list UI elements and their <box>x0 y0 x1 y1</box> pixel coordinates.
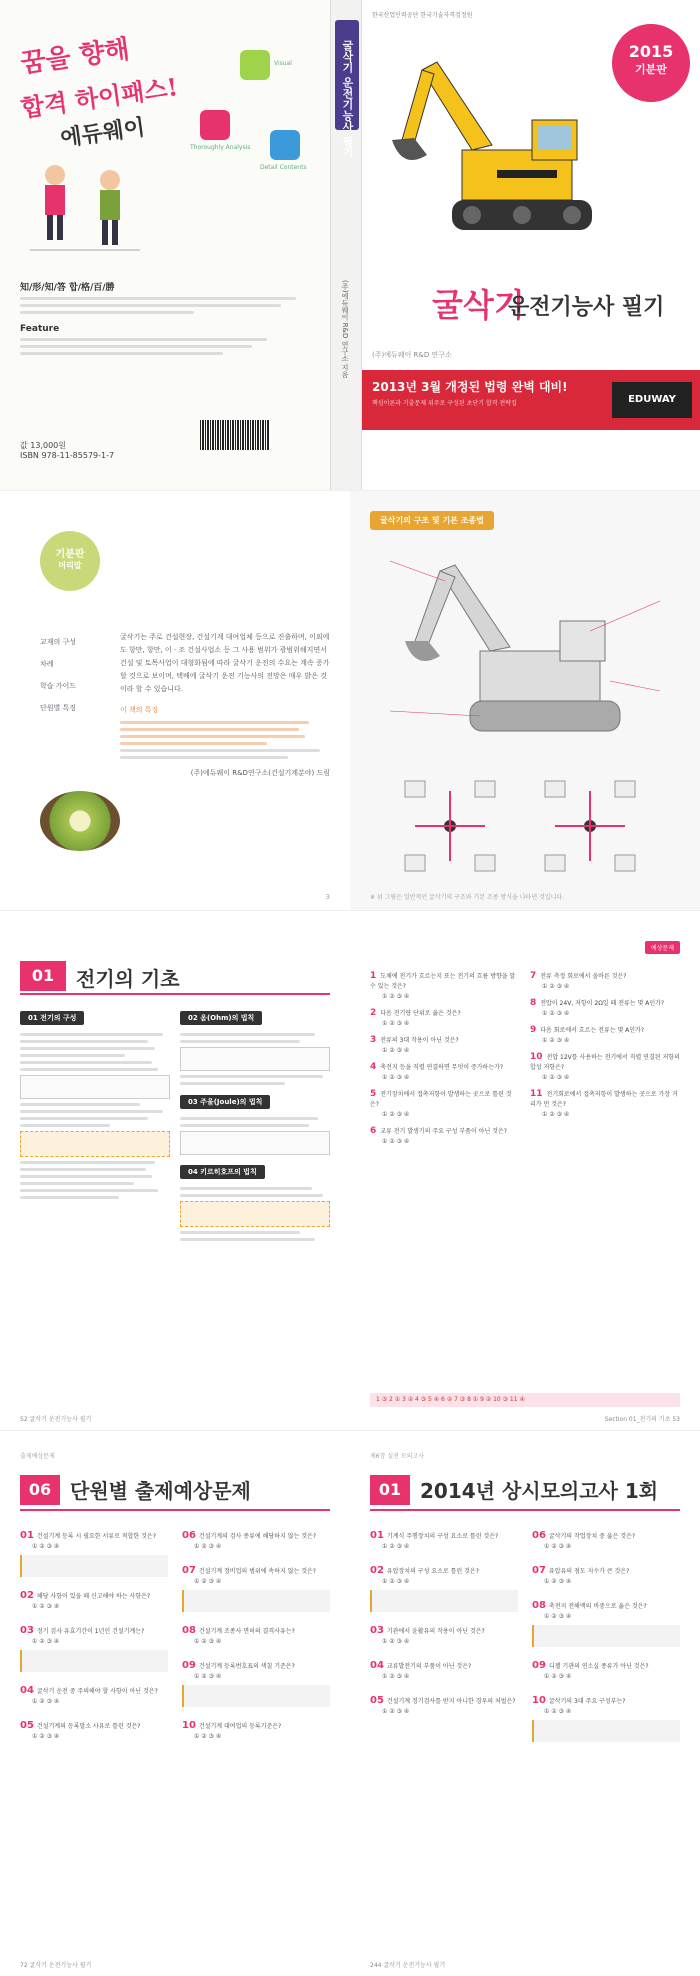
edition-label: 기분판 <box>635 63 667 76</box>
isbn: ISBN 978-11-85579-1-7 <box>20 451 115 460</box>
diagram-label-visual: Visual <box>274 60 292 67</box>
banner-subtext: 핵심이론과 기출문제 위주로 구성된 초단기 합격 전략집 <box>372 400 517 407</box>
mock-exam-title: 2014년 상시모의고사 1회 <box>420 1479 659 1503</box>
chapter-spread <box>0 910 700 1430</box>
cover-banner <box>362 370 700 430</box>
exam-question: 02 해당 사항이 있을 때 신고해야 하는 사항은? ① ② ③ ④ <box>20 1590 151 1610</box>
intro-spread <box>0 490 700 910</box>
exercise-column-right <box>182 1531 330 1756</box>
preface-menu-item[interactable]: 교재의 구성 <box>40 638 77 646</box>
exam-question: 03 정기 검사 유효기간이 1년인 건설기계는? ① ② ③ ④ <box>20 1626 168 1672</box>
structure-note: ※ 위 그림은 일반적인 굴삭기의 구조와 기본 조종 방식을 나타낸 것입니다. <box>370 894 565 901</box>
section-tag: 03 주울(Joule)의 법칙 <box>180 1095 270 1109</box>
book-cover-spread <box>0 0 700 490</box>
preface-paragraph: 굴삭기는 주로 건설현장, 건설기계 대여업체 등으로 진출하며, 이외에도 항만, 항만, 이 · 조 건설사업소 등 그 사용 범위가 광범위해지면서 건설 및 토목사업이 대형화됨에 따라 굴삭기 운전의 수요는 계속 증가할 것으로 보이며, 택배에 굴삭기 운전 기능사의 전망은 매우 밝은 것이라 할 수 있습니다. <box>120 633 330 693</box>
features-block <box>20 280 310 359</box>
analysis-icon <box>200 110 230 140</box>
exercise-number: 06 <box>20 1475 60 1505</box>
chapter-theory-page <box>0 911 350 1431</box>
questions-tag: 예상문제 <box>645 941 680 954</box>
exercise-column-left <box>20 1531 168 1756</box>
preface-text <box>120 631 330 780</box>
exam-question: 06 굴삭기의 작업장치 중 옳은 것은? ① ② ③ ④ <box>532 1530 636 1550</box>
formula-box <box>180 1131 330 1155</box>
back-cover <box>0 0 330 490</box>
illustration-people <box>20 150 150 260</box>
supervision-line: 한국산업인력공단 한국기술자격검정원 <box>372 12 473 19</box>
top-note: 출제예상문제 <box>20 1453 55 1460</box>
visual-icon <box>240 50 270 80</box>
formula-box <box>180 1047 330 1071</box>
question-column-right <box>530 971 680 1126</box>
exercise-header <box>20 1471 330 1511</box>
section-tag: 02 옴(Ohm)의 법칙 <box>180 1011 262 1025</box>
kiwi-image <box>40 791 120 851</box>
page-footer-left: 72 굴삭기 운전기능사 필기 <box>20 1962 92 1969</box>
preface-menu-item[interactable]: 단원별 특징 <box>40 704 77 712</box>
preface-menu <box>40 631 120 719</box>
exam-question: 05 건설기계 정기검사를 받지 아니한 경우의 처벌은? ① ② ③ ④ <box>370 1695 516 1715</box>
diagram-label-analysis: Thoroughly Analysis <box>190 144 251 151</box>
exam-question: 01 기계식 주행장치의 구성 요소로 틀린 것은? ① ② ③ ④ <box>370 1530 499 1550</box>
note-box <box>20 1131 170 1157</box>
preface-badge-title: 기분판 <box>55 549 85 560</box>
preface-signature: (주)에듀웨이 R&D연구소(건설기계분야) 드림 <box>190 769 330 777</box>
preface-page <box>0 491 350 911</box>
mock-exam-page <box>350 1431 700 1976</box>
preface-menu-item[interactable]: 학습 가이드 <box>40 682 77 690</box>
exam-question: 05 건설기계의 등록말소 사유로 틀린 것은? ① ② ③ ④ <box>20 1720 141 1740</box>
chapter-title: 전기의 기초 <box>76 967 180 991</box>
question-item: 9 다음 회로에서 흐르는 전류는 몇 A인가? ① ② ③ ④ <box>530 1025 645 1044</box>
contents-icon <box>270 130 300 160</box>
mock-exam-header <box>370 1471 680 1511</box>
price: 값 13,000원 <box>20 441 66 450</box>
answer-row: 1 ③ 2 ① 3 ② 4 ③ 5 ④ 6 ② 7 ③ 8 ① 9 ② 10 ③ 11 ④ <box>370 1393 680 1407</box>
exam-question: 10 굴삭기의 3대 주요 구성부는? ① ② ③ ④ <box>532 1696 680 1742</box>
slogan-line1: 꿈을 향해 <box>18 34 132 80</box>
publisher-logo: EDUWAY <box>612 382 692 418</box>
exam-question: 09 디젤 기관의 연소실 종류가 아닌 것은? ① ② ③ ④ <box>532 1660 649 1680</box>
mock-exam-number: 01 <box>370 1475 410 1505</box>
edition-year: 2015 <box>628 42 674 61</box>
exam-question: 06 건설기계의 검사 종류에 해당하지 않는 것은? ① ② ③ ④ <box>182 1530 316 1550</box>
chapter-number: 01 <box>20 961 66 991</box>
section-tag: 01 전기의 구성 <box>20 1011 84 1025</box>
cover-publisher: (주)에듀웨이 R&D 연구소 <box>372 351 452 359</box>
question-item: 2 다음 전기량 단위로 옳은 것은? ① ② ③ ④ <box>370 1008 461 1027</box>
spine-title: 굴삭기 운전기능사 필기 <box>341 40 354 158</box>
preface-menu-item[interactable]: 차례 <box>40 660 54 668</box>
chapter-questions-page <box>350 911 700 1431</box>
banner-headline: 2013년 3월 개정된 법령 완벽 대비! <box>372 380 568 394</box>
question-item: 7 전류 측정 회로에서 올바른 것은? ① ② ③ ④ <box>530 971 627 990</box>
preface-highlight: 이 책의 특징 <box>120 706 159 714</box>
exam-question: 04 굴삭기 운전 중 주의해야 할 사항이 아닌 것은? ① ② ③ ④ <box>20 1685 158 1705</box>
exam-question: 02 유압장치의 구성 요소로 틀린 것은? ① ② ③ ④ <box>370 1566 518 1612</box>
slogan-line3: 에듀웨이 <box>58 114 147 152</box>
question-item: 3 전류의 3대 작용이 아닌 것은? ① ② ③ ④ <box>370 1035 459 1054</box>
note-box <box>180 1201 330 1227</box>
book-spine <box>330 0 362 490</box>
edition-badge <box>612 24 690 102</box>
exam-question: 08 축전지 전해액의 비중으로 옳은 것은? ① ② ③ ④ <box>532 1601 680 1647</box>
exam-question: 01 건설기계 등록 시 필요한 서류로 적합한 것은? ① ② ③ ④ <box>20 1531 168 1577</box>
chapter-header <box>20 961 330 995</box>
structure-page <box>350 491 700 911</box>
control-lever-diagram <box>390 771 660 881</box>
price-row <box>20 440 310 460</box>
slogan-line2: 합격 하이패스! <box>19 72 180 123</box>
question-item: 4 축전지 등을 직렬 연결하면 무엇이 증가하는가? ① ② ③ ④ <box>370 1062 504 1081</box>
features-title: 知/形/知/答 합/格/百/勝 <box>20 283 115 293</box>
question-column-left <box>370 971 520 1153</box>
feature-diagram <box>190 40 320 200</box>
exam-question: 10 건설기계 대여업의 등록기준은? ① ② ③ ④ <box>182 1720 282 1740</box>
page-number: 3 <box>325 893 330 901</box>
exam-question: 04 교류발전기의 부품이 아닌 것은? ① ② ③ ④ <box>370 1660 472 1680</box>
question-item: 11 전기회로에서 접촉저항이 발생하는 곳으로 가장 거리가 먼 것은? ① ② ③ ④ <box>530 1089 678 1118</box>
exam-spread <box>0 1430 700 1976</box>
exam-question: 09 건설기계 등록번호표의 색칠 기준은? ① ② ③ ④ <box>182 1661 330 1707</box>
theory-column-right <box>180 1011 330 1245</box>
front-cover <box>362 0 700 490</box>
question-item: 6 교류 전기 발생기의 주요 구성 부품이 아닌 것은? ① ② ③ ④ <box>370 1126 507 1145</box>
exercise-title: 단원별 출제예상문제 <box>70 1479 251 1503</box>
top-note: 제6장 실전 모의고사 <box>370 1453 425 1460</box>
question-item: 1 도체에 전기가 흐르는지 또는 전기의 흐름 방향을 알 수 있는 것은? ① ② ③ ④ <box>370 971 516 1000</box>
formula-box <box>20 1075 170 1099</box>
page-footer-right: 244 굴삭기 운전기능사 필기 <box>370 1962 446 1969</box>
mock-column-left <box>370 1531 518 1731</box>
question-item: 10 전압 12V를 사용하는 전기에서 직렬 연결된 저항의 합성 저항은? ① ② ③ ④ <box>530 1052 680 1081</box>
page-footer-right: Section 01_전기의 기초 53 <box>604 1416 680 1423</box>
exam-question: 08 건설기계 조종사 면허의 결격사유는? ① ② ③ ④ <box>182 1625 295 1645</box>
excavator-structure-drawing <box>370 541 680 761</box>
excavator-illustration <box>382 30 622 250</box>
exam-question: 07 유압유의 점도 지수가 큰 것은? ① ② ③ ④ <box>532 1565 630 1585</box>
exam-question: 07 건설기계 정비업의 범위에 속하지 않는 것은? ① ② ③ ④ <box>182 1566 330 1612</box>
diagram-label-contents: Detail Contents <box>260 164 307 171</box>
section-tag: 04 키르히호프의 법칙 <box>180 1165 265 1179</box>
page-footer-left: 52 굴삭기 운전기능사 필기 <box>20 1416 92 1423</box>
cover-title-main: 굴삭기 <box>432 286 525 324</box>
unit-exercise-page <box>0 1431 350 1976</box>
preface-badge-sub: 머리말 <box>58 561 82 570</box>
question-item: 5 전기장치에서 접촉저항이 발생하는 곳으로 틀린 것은? ① ② ③ ④ <box>370 1089 512 1118</box>
question-item: 8 전압이 24V, 저항이 2Ω일 때 전류는 몇 A인가? ① ② ③ ④ <box>530 998 665 1017</box>
spine-publisher: (주)에듀웨이 R&D 연구소 지음 <box>341 280 349 378</box>
exam-question: 03 기관에서 윤활유의 작용이 아닌 것은? ① ② ③ ④ <box>370 1625 485 1645</box>
preface-badge <box>40 531 100 591</box>
cover-title-sub: 운전기능사 필기 <box>508 295 665 320</box>
mock-column-right <box>532 1531 680 1756</box>
feature-heading: Feature <box>20 324 60 334</box>
structure-tag: 굴삭기의 구조 및 기본 조종법 <box>370 511 494 530</box>
theory-column-left <box>20 1011 170 1203</box>
